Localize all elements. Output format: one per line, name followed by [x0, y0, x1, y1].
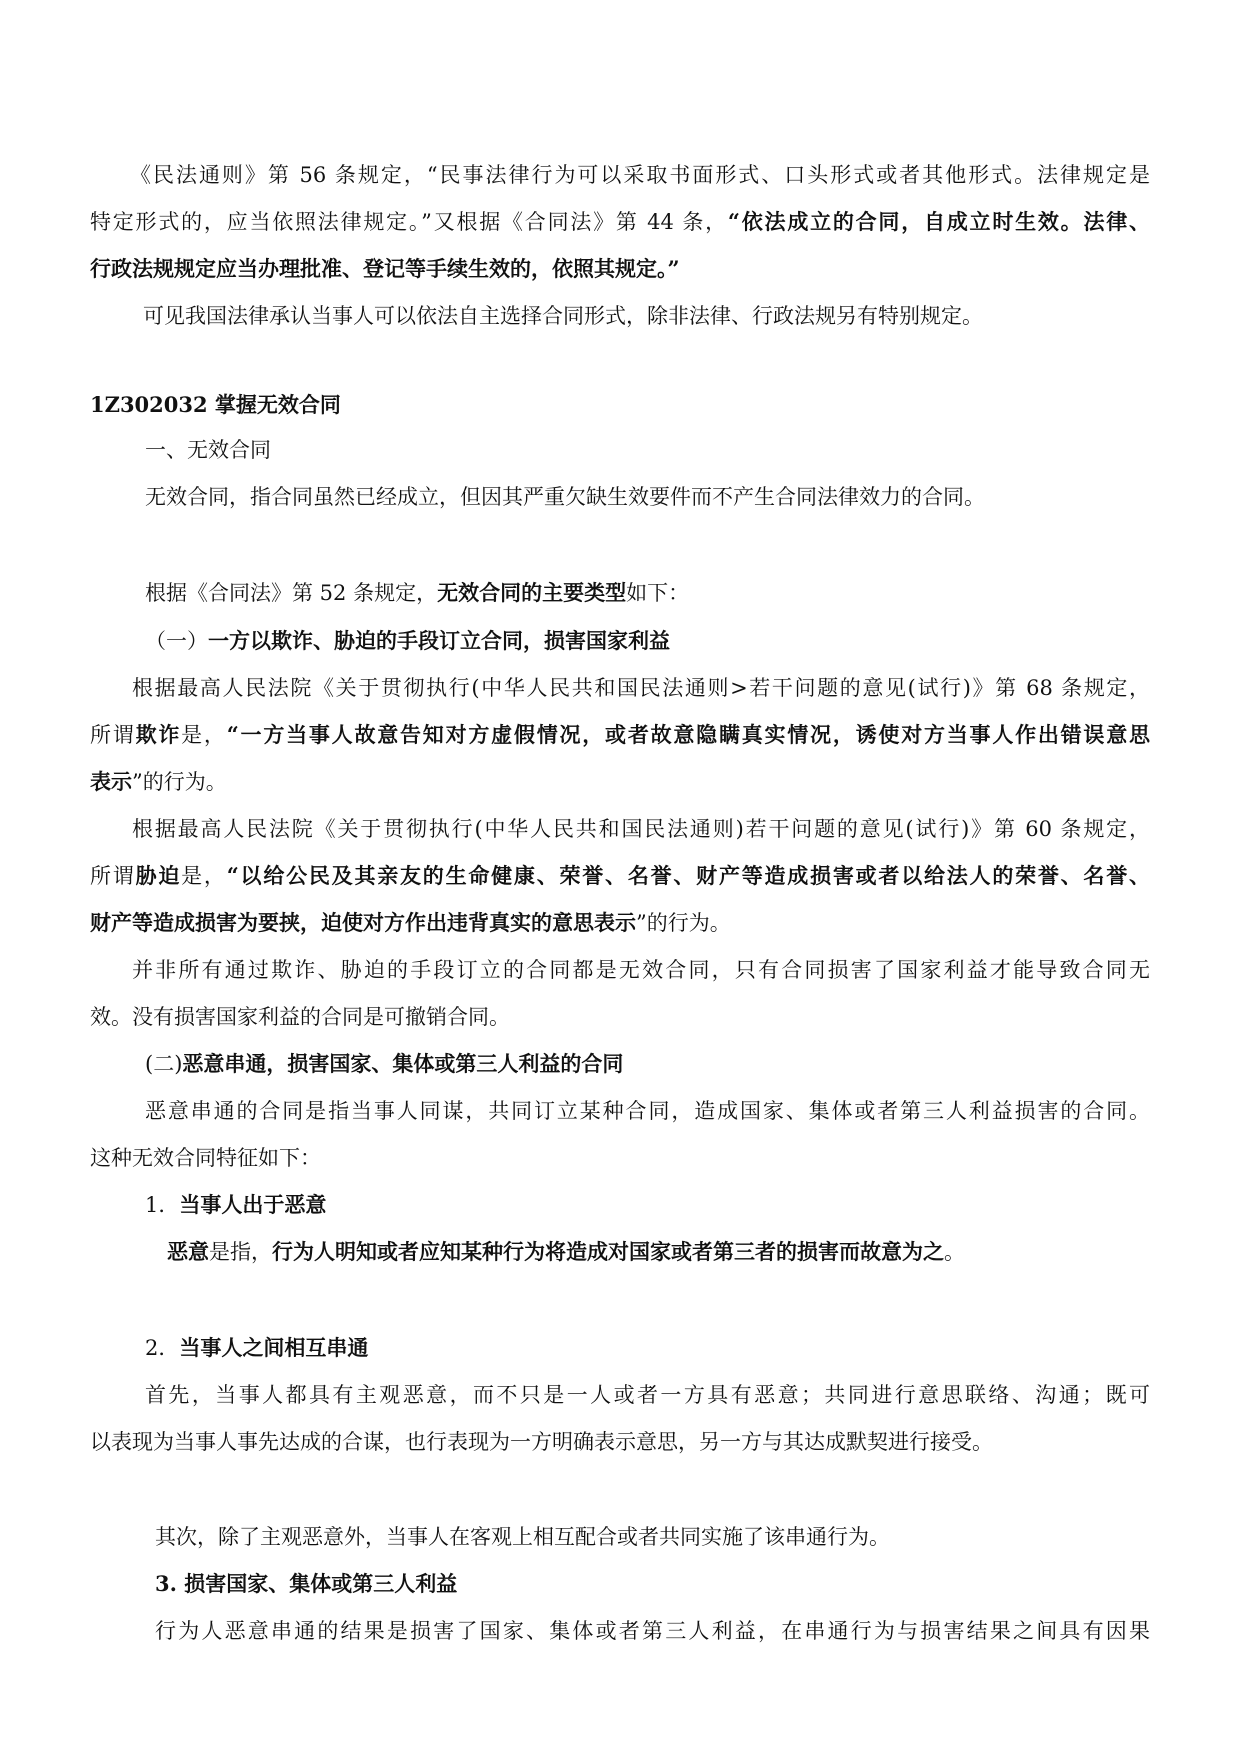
- paragraph-line-15: [90, 908, 1241, 938]
- text-segment: 可见我国法律承认当事人可以依法自主选择合同形式，除非法律、行政法规另有特别规定。: [143, 304, 983, 328]
- item-heading-1: [145, 626, 1241, 656]
- bold-text: 恶意: [167, 1239, 209, 1264]
- text-segment: (二): [145, 1052, 183, 1076]
- paragraph-line-17: [90, 1002, 1241, 1032]
- paragraph-line-12: [90, 767, 1241, 797]
- bold-text: 财产等造成损害为要挟，迫使对方作出违背真实的意思表示: [90, 910, 636, 935]
- text-segment: 是，: [181, 723, 227, 747]
- text-segment: 根据最高人民法院《关于贯彻执行(中华人民共和国民法通则>若干问题的意见(试行)》第 68 条规定，: [132, 676, 1150, 700]
- paragraph-line-7: [145, 482, 1241, 512]
- bold-text: 表示: [90, 769, 132, 794]
- bold-text: 胁迫: [135, 863, 182, 888]
- list-item-1: [145, 1190, 1241, 1220]
- list-item-3: [155, 1569, 1241, 1599]
- bold-text: “一方当事人故意告知对方虚假情况，或者故意隐瞒真实情况，诱使对方当事人作出错误意思: [226, 722, 1150, 747]
- paragraph-line-22: [167, 1237, 1241, 1267]
- text-segment: 恶意串通的合同是指当事人同谋，共同订立某种合同，造成国家、集体或者第三人利益损害的合同。: [145, 1099, 1150, 1123]
- text-segment: ”的行为。: [636, 911, 731, 935]
- section-heading: [90, 390, 1241, 420]
- paragraph-line-28: [155, 1616, 1150, 1646]
- paragraph-line-13: [132, 814, 1150, 844]
- text-segment: 是，: [181, 864, 227, 888]
- paragraph-line-20: [90, 1143, 1241, 1173]
- text-segment: （一）: [145, 629, 208, 653]
- text-segment: 根据最高人民法院《关于贯彻执行(中华人民共和国民法通则)若干问题的意见(试行)》第 60 条规定，: [132, 817, 1150, 841]
- bold-text: 一方以欺诈、胁迫的手段订立合同，损害国家利益: [208, 628, 670, 653]
- bold-text: “依法成立的合同，自成立时生效。法律、: [727, 209, 1151, 234]
- text-segment: 根据《合同法》第 52 条规定，: [145, 581, 438, 605]
- bold-text: “以给公民及其亲友的生命健康、荣誉、名誉、财产等造成损害或者以给法人的荣誉、名誉、: [226, 863, 1150, 888]
- text-segment: 是指，: [209, 1240, 272, 1264]
- text-segment: 其次，除了主观恶意外，当事人在客观上相互配合或者共同实施了该串通行为。: [155, 1525, 890, 1549]
- bold-text: 行政法规规定应当办理批准、登记等手续生效的，依照其规定。”: [90, 256, 680, 281]
- text-segment: 并非所有通过欺诈、胁迫的手段订立的合同都是无效合同，只有合同损害了国家利益才能导致合同无: [132, 958, 1150, 982]
- paragraph-line-1: [130, 160, 1150, 190]
- text-segment: 如下：: [626, 581, 690, 605]
- bold-text: 恶意串通，损害国家、集体或第三人利益的合同: [182, 1051, 624, 1076]
- list-item-2: [145, 1333, 1241, 1363]
- text-segment: ”的行为。: [132, 770, 227, 794]
- text-segment: 首先，当事人都具有主观恶意，而不只是一人或者一方具有恶意；共同进行意思联络、沟通；既可: [145, 1383, 1150, 1407]
- text-segment: 一、无效合同: [145, 438, 271, 462]
- text-segment: 2．: [145, 1336, 180, 1360]
- paragraph-line-25: [90, 1427, 1241, 1457]
- item-heading-2: [145, 1049, 1241, 1079]
- bold-text: 无效合同的主要类型: [437, 580, 627, 605]
- text-segment: 行为人恶意串通的结果是损害了国家、集体或者第三人利益，在串通行为与损害结果之间具有因果: [155, 1619, 1150, 1643]
- bold-text: 3. 损害国家、集体或第三人利益: [155, 1571, 458, 1596]
- text-segment: 1．: [145, 1193, 180, 1217]
- bold-text: 1Z302032 掌握无效合同: [90, 392, 341, 417]
- text-segment: 无效合同，指合同虽然已经成立，但因其严重欠缺生效要件而不产生合同法律效力的合同。: [145, 485, 985, 509]
- bold-text: 当事人出于恶意: [179, 1192, 327, 1217]
- bold-text: 欺诈: [135, 722, 182, 747]
- bold-text: 行为人明知或者应知某种行为将造成对国家或者第三者的损害而故意为之: [272, 1239, 944, 1264]
- paragraph-line-11: [90, 720, 1150, 750]
- paragraph-line-3: [90, 254, 1241, 284]
- paragraph-line-2: [90, 207, 1150, 237]
- paragraph-line-10: [132, 673, 1150, 703]
- text-segment: 效。没有损害国家利益的合同是可撤销合同。: [90, 1005, 510, 1029]
- text-segment: 以表现为当事人事先达成的合谋，也行表现为一方明确表示意思，另一方与其达成默契进行接受。: [90, 1430, 993, 1454]
- paragraph-line-26: [155, 1522, 1241, 1552]
- paragraph-line-14: [90, 861, 1150, 891]
- paragraph-line-16: [132, 955, 1150, 985]
- text-segment: 所谓: [90, 864, 136, 888]
- paragraph-line-19: [145, 1096, 1150, 1126]
- bold-text: 当事人之间相互串通: [179, 1335, 369, 1360]
- text-segment: 所谓: [90, 723, 136, 747]
- subheading-invalid-contract: [145, 435, 1241, 465]
- paragraph-line-8: [145, 578, 1241, 608]
- paragraph-line-4: [143, 301, 1241, 331]
- paragraph-line-24: [145, 1380, 1150, 1410]
- text-segment: 这种无效合同特征如下：: [90, 1146, 321, 1170]
- text-segment: 特定形式的，应当依照法律规定。”又根据《合同法》第 44 条，: [90, 210, 728, 234]
- text-segment: 。: [944, 1240, 965, 1264]
- text-segment: 《民法通则》第 56 条规定，“民事法律行为可以采取书面形式、口头形式或者其他形式。法律规定是: [130, 163, 1150, 187]
